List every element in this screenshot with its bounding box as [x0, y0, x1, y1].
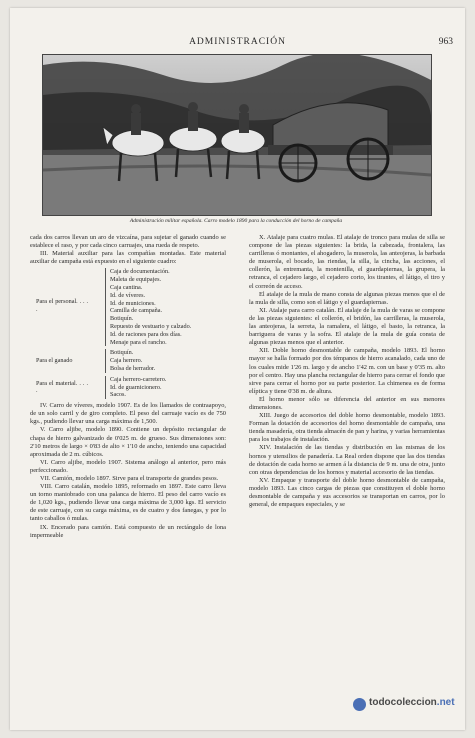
list-item: Botiquín. — [110, 349, 134, 357]
page-header — [10, 37, 465, 51]
list-item: Camilla de campaña. — [110, 307, 163, 315]
group-ganado — [30, 349, 226, 372]
paragraph: V. Carro aljibe, modelo 1890. Contiene un depósito rectangular de chapa de hierro galvanizado de 0'025 m. de grueso. Sus dimensiones son: 2'10 metros de largo × 0'83 de alto × 1'10 de ancho, teniendo una capacidad aproximada de 2 m. cúbicos. — [30, 426, 226, 458]
paragraph: XIV. Instalación de las tiendas y distribución en las mismas de los hornos y utensilios de panadería. La Real orden dispone que las dos tiendas de dotación de cada horno se armen á la distancia de 9 m. una de otra, junto con otras dependencias de los hornos y material accesorio de las tiendas. — [249, 444, 445, 476]
figure-caption: Administración militar española. Carro modelo 1890 para la conducción del horno de campaña — [129, 218, 343, 224]
wagon-photograph — [42, 54, 432, 216]
list-item: Id. de municiones. — [110, 299, 156, 307]
paragraph: IX. Encerado para camión. Está compuesto de un rectángulo de lona impermeable — [30, 523, 226, 539]
list-item: Id. de víveres. — [110, 291, 146, 299]
paragraph: X. Atalaje para cuatro mulas. El atalaje de tronco para mulas de silla se compone de las piezas siguientes: la brida, la cabezada, frontalera, las carrilleras ó montantes, el ahogadero, la muserola, las anteojeras, la barbada de muserola, el bocado, las riendas, la silla, la cincha, las acciones, el collerón, la entremanta, la montenilla, el guardapiernas, la grupera, la retranca, el cejadero largo, el cejadero corto, los tirantes, el látigo, el tiro y el correón de acceso. — [249, 234, 445, 290]
watermark-main: todocoleccion — [369, 697, 437, 708]
paragraph: VII. Camión, modelo 1897. Sirve para el transporte de grandes pesos. — [40, 474, 219, 482]
group-label: Para el ganado — [36, 357, 73, 365]
left-column — [30, 234, 226, 540]
list-item: Caja herrero-carretero. — [110, 375, 167, 383]
list-item: Caja de documentación. — [110, 268, 170, 276]
right-column — [249, 234, 445, 509]
page-number: 963 — [438, 37, 453, 47]
watermark-suffix: .net — [436, 697, 455, 708]
group-material — [30, 376, 226, 399]
list-item: Maleta de equipajes. — [110, 276, 162, 284]
list-item: Sacos. — [110, 391, 126, 399]
paragraph: VIII. Carro catalán, modelo 1895, reformado en 1897. Este carro lleva un torno maniobrado con una palanca de hierro. El peso del carro vacío es de 1,020 kgs., pudiendo llevar una carga máxima de 3,000 kgs. El servicio de este carruaje, con su carga máxima, es de cuatro y dos fanegas, y por lo tanto caballos ó mulas. — [30, 483, 226, 523]
list-item: Caja cantina. — [110, 283, 143, 291]
group-personal — [30, 268, 226, 346]
paragraph: III. Material auxiliar para las compañías montadas. Este material auxiliar de campaña está expuesto en el siguiente cuadro: — [30, 250, 226, 266]
tc-circle-icon — [353, 698, 366, 711]
paragraph: cada dos carros llevan un aro de vizcaína, para sujetar el ganado cuando se establece el raso, y por cada cinco carruajes, una rueda de respeto. — [30, 234, 226, 250]
group-label: Para el personal. . . . . — [36, 298, 88, 313]
paragraph: VI. Carro aljibe, modelo 1907. Sistema análogo al anterior, pero más perfeccionado. — [30, 458, 226, 474]
paragraph: XII. Doble horno desmontable de campaña, modelo 1893. El horno mayor se halla formado por dos témpanos de hierro acanalado, cada uno de los cuales mide 1'26 m. largo y de ancho 1'42 m. con un base y 0'35 m. alto por el centro. Hay una plancha rectangular de hierro para cerrar el fondo que sirve para cerrar el horno por su parte posterior. La chimenea es de forma elíptica y tiene 0'38 m. de altura. — [249, 347, 445, 395]
document-page — [10, 8, 465, 730]
paragraph: XIII. Juego de accesorios del doble horno desmontable, modelo 1893. Forman la dotación de accesorios del horno desmontable de campaña, una tienda masadería, otra tienda almacén de pan y harina, y varias herramientas para los trabajos de instalación. — [249, 412, 445, 444]
group-label: Para el material. . . . . — [36, 379, 88, 395]
paragraph: XI. Atalaje para carro catalán. El atalaje de la mula de varas se compone de las piezas siguientes: el collerón, el bridón, las carrilleras, la muserola, las anteojeras, la serreta, la ramalera, el látigo, el basto, la retranca, la barriguera de varas y la sofra. El atalaje de la mula de guía consta de algunas piezas menos que el anterior. — [249, 306, 445, 347]
auxiliary-material-table — [30, 268, 226, 399]
running-title: ADMINISTRACIÓN — [189, 37, 286, 47]
wagon-photo-illustration — [43, 55, 431, 215]
list-item: Id. de raciones para dos días. — [110, 330, 182, 338]
list-item: Botiquín. — [110, 315, 134, 323]
paragraph: XV. Empaque y transporte del doble horno desmontable de campaña, modelo 1893. Las cinco cargas de piezas que constituyen el doble horno desmontable de campaña y sus accesorios se transportan en carros, por lo general, de empaques especiales, y se — [249, 476, 445, 509]
list-item: Menaje para el rancho. — [110, 338, 167, 346]
watermark-text — [369, 697, 455, 708]
list-item: Caja herrero. — [110, 357, 143, 365]
paragraph: IV. Carro de víveres, modelo 1907. Es de los llamados de contraapoyo, de un solo carril y de giro completo. El peso del carruaje vacío es de 750 kgs., pudiendo llevar una carga máxima de 1,500. — [30, 402, 226, 426]
watermark-logo — [353, 696, 455, 714]
paragraph: El atalaje de la mula de mano consta de algunas piezas menos que el de la mula de silla, como son el látigo y el guardapiernas. — [249, 290, 445, 306]
paragraph: El horno menor sólo se diferencia del anterior en sus menores dimensiones. — [249, 395, 445, 411]
list-item: Bolsa de herrador. — [110, 364, 156, 372]
list-item: Repuesto de vestuario y calzado. — [110, 322, 192, 330]
list-item: Id. de guarnicionero. — [110, 383, 162, 391]
